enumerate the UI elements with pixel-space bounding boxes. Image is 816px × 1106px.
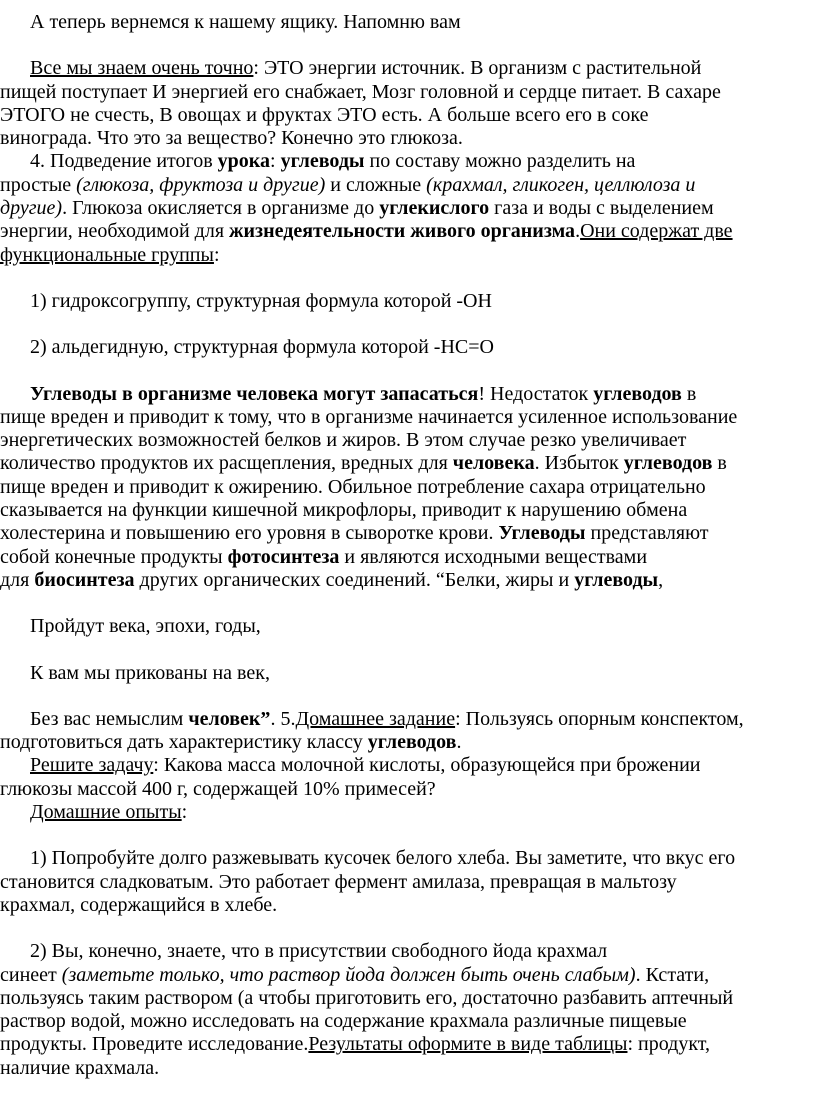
text-line <box>0 150 816 173</box>
text-line: становится сладковатым. Это работает фермент амилаза, превращая в мальтозу <box>0 870 677 893</box>
italic-text: (глюкоза, фруктоза и другие) <box>76 173 326 196</box>
text-span: : Пользуясь опорным конспектом, <box>455 707 744 730</box>
text-span: : ЭТО энергии источник. В организм с растительной <box>253 57 702 80</box>
underlined-text: Они содержат две <box>580 220 733 243</box>
paragraph-poem-line-1 <box>0 615 816 638</box>
bold-text: жизнедеятельности живого организма <box>229 220 576 243</box>
bold-text: Углеводы <box>498 522 586 545</box>
bold-text: углеводов <box>623 452 713 475</box>
text-line <box>0 1033 816 1056</box>
paragraph-summary <box>0 150 816 266</box>
text-line <box>0 244 816 267</box>
text-line: пользуясь таким раствором (а чтобы приготовить его, достаточно разбавить аптечный <box>0 986 734 1009</box>
text-span: подготовиться дать характеристику классу <box>0 731 368 754</box>
paragraph-home-experiments <box>0 801 816 824</box>
text-span: по составу можно разделить на <box>364 150 636 173</box>
text-span: : <box>270 150 281 173</box>
text-span: : <box>181 801 188 824</box>
paragraph-carbohydrates <box>0 383 816 593</box>
text-span: , <box>658 568 664 591</box>
paragraph-experiment-2 <box>0 940 816 1080</box>
text-span: . Кстати, <box>635 963 710 986</box>
text-span: и являются исходными веществами <box>339 545 648 568</box>
text-span: простые <box>0 173 77 196</box>
paragraph-riddle <box>0 57 816 150</box>
bold-text: урока <box>217 150 270 173</box>
text-line <box>0 964 816 987</box>
text-span: продукты. Проведите исследование. <box>0 1033 309 1056</box>
underlined-text: Все мы знаем очень точно <box>30 57 254 80</box>
text-span: для <box>0 568 35 591</box>
text-line <box>0 452 816 475</box>
paragraph-intro <box>0 11 816 34</box>
text-span: . <box>575 220 581 243</box>
text-span: холестерина и повышению его уровня в сыворотке крови. <box>0 522 499 545</box>
text-line: глюкозы массой 400 г, содержащей 10% примесей? <box>0 777 436 800</box>
text-line: 1) гидроксогруппу, структурная формула которой -OH <box>30 289 492 312</box>
paragraph-task <box>0 754 816 801</box>
text-line <box>0 197 816 220</box>
bold-text: фотосинтеза <box>227 545 340 568</box>
text-line <box>0 220 816 243</box>
text-line <box>0 731 816 754</box>
text-line <box>0 546 816 569</box>
text-span: в <box>712 452 727 475</box>
text-span: 4. Подведение итогов <box>30 150 218 173</box>
text-line: пищей поступает И энергией его снабжает, Мозг головной и сердце питает. В сахаре <box>0 80 721 103</box>
text-span: количество продуктов их расщепления, вредных для <box>0 452 453 475</box>
text-line <box>0 174 816 197</box>
text-line <box>0 708 816 731</box>
text-span: собой конечные продукты <box>0 545 228 568</box>
text-span: представляют <box>585 522 709 545</box>
bold-text: углеводы <box>574 568 659 591</box>
text-span: . Глюкоза окисляется в организме до <box>62 197 380 220</box>
underlined-text: Домашние опыты <box>30 801 182 824</box>
text-line: раствор водой, можно исследовать на содержание крахмала различные пищевые <box>0 1010 687 1033</box>
text-line: пище вреден и приводит к тому, что в организме начинается усиленное использование <box>0 405 738 428</box>
italic-text: другие) <box>0 197 63 220</box>
text-span: ! Недостаток <box>478 382 594 405</box>
text-line: ЭТОГО не счесть, В овощах и фруктах ЭТО есть. А больше всего его в соке <box>0 103 649 126</box>
text-span: газа и воды с выделением <box>489 197 714 220</box>
text-line: винограда. Что это за вещество? Конечно это глюкоза. <box>0 127 463 150</box>
text-line: 2) Вы, конечно, знаете, что в присутствии свободного йода крахмал <box>30 940 608 963</box>
text-span: . <box>456 731 462 754</box>
text-line: А теперь вернемся к нашему ящику. Напомню вам <box>30 11 461 33</box>
text-line <box>0 754 816 777</box>
text-line <box>0 522 816 545</box>
bold-text: углеводов <box>367 731 457 754</box>
text-span: в <box>681 382 697 405</box>
text-line: сказывается на функции кишечной микрофлоры, приводит к нарушению обмена <box>0 499 688 522</box>
underlined-text: Домашнее задание <box>295 707 456 730</box>
text-line: крахмал, содержащийся в хлебе. <box>0 893 278 916</box>
bold-text: Углеводы в организме человека могут запасаться <box>30 382 479 405</box>
bold-text: углеводы <box>280 150 365 173</box>
text-span: : <box>213 243 220 266</box>
text-span: : продукт, <box>627 1033 711 1056</box>
text-line: Пройдут века, эпохи, годы, <box>30 615 261 638</box>
text-line: 1) Попробуйте долго разжевывать кусочек белого хлеба. Вы заметите, что вкус его <box>30 847 736 870</box>
underlined-text: Решите задачу <box>30 754 154 777</box>
underlined-text: функциональные группы <box>0 243 214 266</box>
text-line: пище вреден и приводит к ожирению. Обильное потребление сахара отрицательно <box>0 475 706 498</box>
italic-text: (заметьте только, что раствор йода должен быть очень слабым) <box>61 963 636 986</box>
text-span: других органических соединений. “Белки, жиры и <box>134 568 575 591</box>
text-line: 2) альдегидную, структурная формула которой -HC=O <box>30 336 494 359</box>
text-line: наличие крахмала. <box>0 1056 160 1079</box>
text-span: синеет <box>0 963 62 986</box>
text-span: . Избыток <box>534 452 624 475</box>
text-line: К вам мы прикованы на век, <box>30 661 270 684</box>
underlined-text: Результаты оформите в виде таблицы <box>308 1033 628 1056</box>
bold-text: человек” <box>188 707 271 730</box>
italic-text: (крахмал, гликоген, целлюлоза и <box>426 173 696 196</box>
text-line: энергетических возможностей белков и жиров. В этом случае резко увеличивает <box>0 429 687 452</box>
paragraph-hydroxo <box>0 290 816 313</box>
text-span: и сложные <box>325 173 427 196</box>
paragraph-poem-line-2 <box>0 662 816 685</box>
text-line <box>0 569 816 592</box>
text-span: . 5. <box>270 707 296 730</box>
text-line <box>0 801 816 824</box>
text-span: : Какова масса молочной кислоты, образующейся при брожении <box>153 754 701 777</box>
text-span: Без вас немыслим <box>30 707 189 730</box>
text-span: энергии, необходимой для <box>0 220 230 243</box>
paragraph-aldehyde <box>0 336 816 359</box>
bold-text: человека <box>452 452 535 475</box>
paragraph-experiment-1 <box>0 847 816 917</box>
text-line <box>0 57 816 80</box>
paragraph-homework <box>0 708 816 755</box>
bold-text: углекислого <box>379 197 490 220</box>
bold-text: биосинтеза <box>34 568 135 591</box>
bold-text: углеводов <box>593 382 682 405</box>
text-line <box>0 383 816 406</box>
